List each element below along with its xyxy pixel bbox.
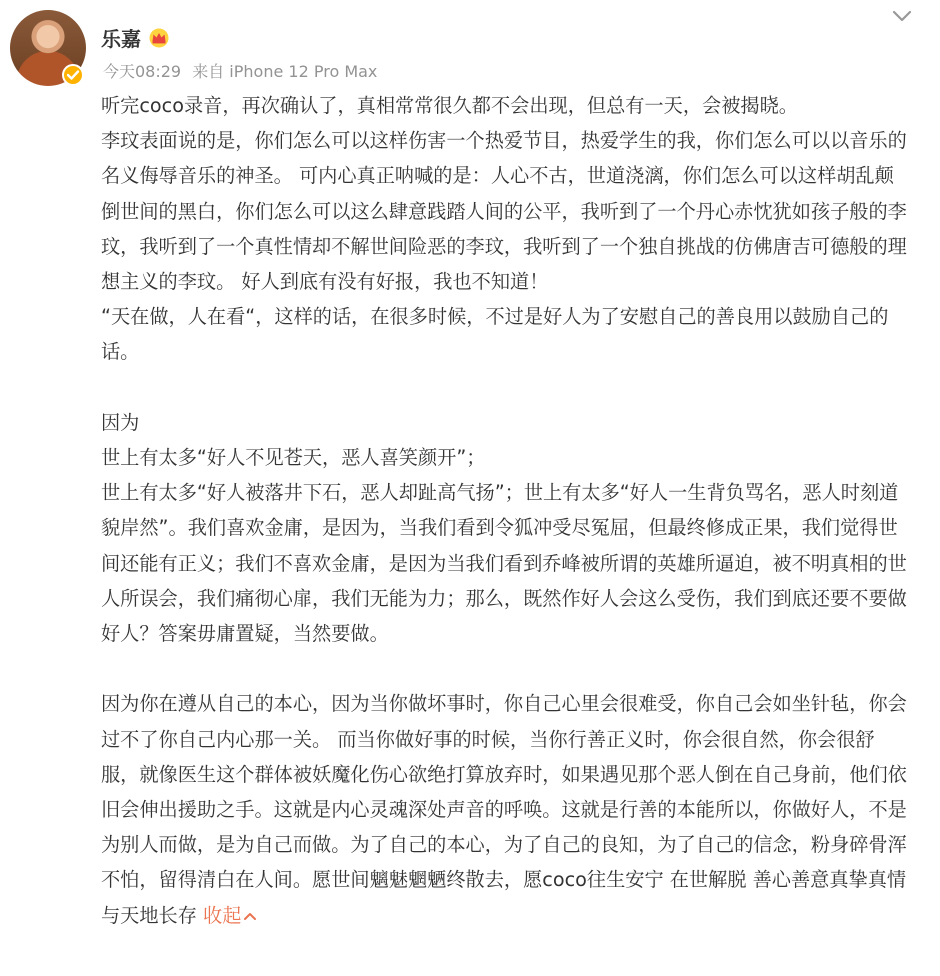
blank-line <box>101 370 911 405</box>
author-name[interactable]: 乐嘉 <box>101 27 141 51</box>
post-content <box>101 88 911 933</box>
paragraph: 因为 <box>101 410 140 434</box>
post-meta <box>103 61 383 83</box>
chevron-up-icon[interactable] <box>243 911 257 921</box>
collapse-button[interactable] <box>203 904 257 927</box>
crown-icon[interactable] <box>148 28 170 48</box>
collapse-label[interactable]: 收起 <box>203 903 242 927</box>
paragraph-text: 因为你在遵从自己的本心，因为当你做坏事时，你自己心里会很难受，你自己会如坐针毡，你会过不了你自己内心那一关。 而当你做好事的时候，当你行善正义时，你会很自然，你会很舒服，就像医生这个群体被妖魔化伤心欲绝打算放弃时，如果遇见那个恶人倒在自己身前，他们依旧会伸出援助之手。这就是内心灵魂深处声音的呼唤。这就是行善的本能所以，你做好人，不是为别人而做，是为自己而做。为了自己的本心，为了自己的良知，为了自己的信念，粉身碎骨浑不怕，留得清白在人间。愿世间魑魅魍魉终散去，愿coco往生安宁 在世解脱 善心善意真挚真情与天地长存 <box>101 692 907 927</box>
verified-badge-icon <box>62 64 84 86</box>
paragraph: 世上有太多“好人不见苍天，恶人喜笑颜开”； <box>101 446 486 470</box>
paragraph: 李玟表面说的是，你们怎么可以这样伤害一个热爱节目，热爱学生的我，你们怎么可以以音乐的名义侮辱音乐的神圣。 可内心真正呐喊的是：人心不古，世道浇漓，你们怎么可以这样胡乱颠倒世间的黑白，你们怎么可以这么肆意践踏人间的公平，我听到了一个丹心赤忱犹如孩子般的李玟，我听到了一个真性情却不解世间险恶的李玟，我听到了一个独自挑战的仿佛唐吉可德般的理想主义的李玟。 好人到底有没有好报，我也不知道！ <box>101 129 907 294</box>
blank-line <box>101 651 911 686</box>
post-source: 来自 iPhone 12 Pro Max <box>192 62 378 81</box>
paragraph: 听完coco录音，再次确认了，真相常常很久都不会出现，但总有一天，会被揭晓。 <box>101 94 798 117</box>
post-time[interactable]: 今天08:29 <box>103 62 182 81</box>
post-header <box>0 0 940 90</box>
paragraph: 世上有太多“好人被落井下石，恶人却趾高气扬”；世上有太多“好人一生背负骂名，恶人时刻道貌岸然”。我们喜欢金庸，是因为，当我们看到令狐冲受尽冤屈，但最终修成正果，我们觉得世间还能有正义；我们不喜欢金庸，是因为当我们看到乔峰被所谓的英雄所逼迫，被不明真相的世人所误会，我们痛彻心扉，我们无能为力；那么，既然作好人会这么受伤，我们到底还要不要做好人？答案毋庸置疑，当然要做。 <box>101 481 907 646</box>
paragraph: “天在做，人在看“，这样的话，在很多时候，不过是好人为了安慰自己的善良用以鼓励自己的话。 <box>101 305 889 364</box>
chevron-down-icon[interactable] <box>890 8 914 24</box>
paragraph-last <box>101 686 911 932</box>
